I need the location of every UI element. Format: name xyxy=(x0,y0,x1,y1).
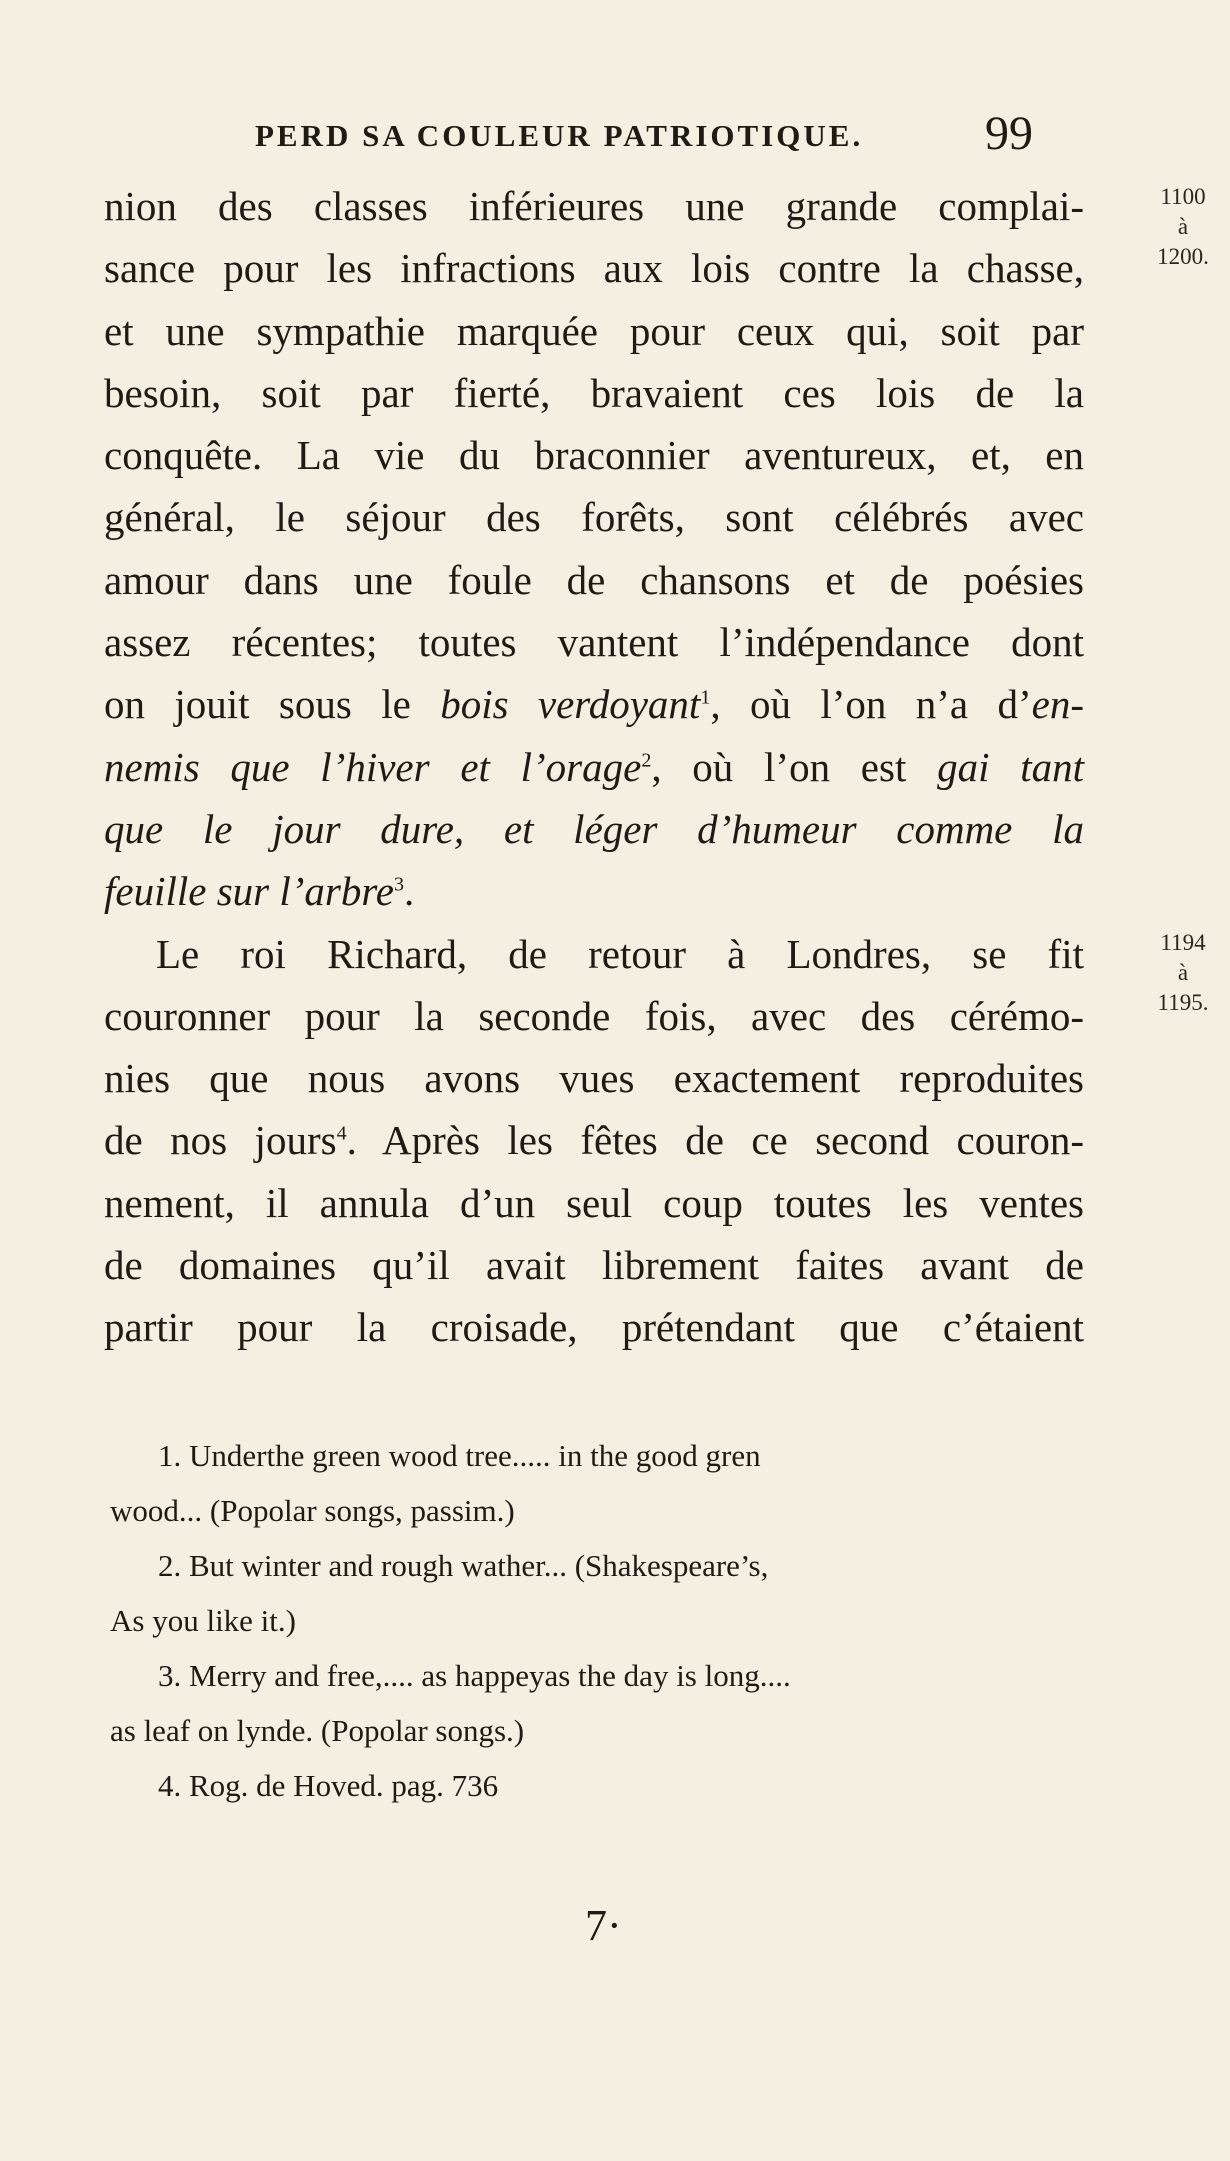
page-number: 99 xyxy=(985,107,1033,160)
text-line: partir pour la croisade, prétendant que c’étaient xyxy=(104,1304,1084,1351)
italic-quote: nemis que l’hiver et l’orage xyxy=(104,743,642,790)
margin-date-note xyxy=(1148,928,1218,1018)
text-run: on jouit sous le xyxy=(104,681,441,728)
text-run: de nos jours xyxy=(104,1117,337,1164)
footnote-line: 3. Merry and free,.... as happeyas the day is long.... xyxy=(158,1658,791,1693)
text-line: nies que nous avons vues exactement reproduites xyxy=(104,1055,1084,1102)
margin-date-end: 1200. xyxy=(1157,244,1209,269)
signature-mark: 7· xyxy=(585,1901,622,1950)
text-line: couronner pour la seconde fois, avec des cérémo- xyxy=(104,992,1084,1039)
italic-quote: feuille sur l’arbre xyxy=(104,868,395,915)
body-text xyxy=(104,175,1084,1359)
text-run: . Après les fêtes de ce second couron- xyxy=(346,1117,1085,1164)
margin-date-separator: à xyxy=(1177,214,1189,239)
text-line: et une sympathie marquée pour ceux qui, soit par xyxy=(104,307,1084,354)
text-line: que le jour dure, et léger d’humeur comme la xyxy=(104,805,1084,852)
note-ref: 3 xyxy=(394,873,405,896)
note-ref: 2 xyxy=(641,749,652,772)
footnote-line: 2. But winter and rough wather... (Shakespeare’s, xyxy=(158,1548,769,1583)
note-ref: 1 xyxy=(700,686,711,709)
page-header xyxy=(0,107,1230,170)
footnote-line: 1. Underthe green wood tree..... in the good gren xyxy=(158,1438,761,1473)
text-line xyxy=(104,736,1084,798)
text-line: Le roi Richard, de retour à Londres, se fit xyxy=(156,930,1084,977)
footnote-line: 4. Rog. de Hoved. pag. 736 xyxy=(158,1768,499,1803)
text-line: général, le séjour des forêts, sont célébrés avec xyxy=(104,494,1084,541)
footnote-line: As you like it.) xyxy=(110,1603,296,1638)
margin-date-note xyxy=(1148,182,1218,272)
italic-quote: bois verdoyant xyxy=(440,681,701,728)
text-run: , où l’on n’a d’ xyxy=(710,681,1032,728)
text-line xyxy=(104,1109,1084,1171)
note-ref: 4 xyxy=(336,1122,347,1145)
running-title: PERD SA COULEUR PATRIOTIQUE. xyxy=(255,118,864,153)
margin-date-start: 1100 xyxy=(1160,184,1206,209)
footnote-line: wood... (Popolar songs, passim.) xyxy=(110,1493,515,1528)
text-line: feuille sur l’arbre$^3$. xyxy=(104,868,415,915)
margin-date-start: 1194 xyxy=(1160,930,1206,955)
text-line: assez récentes; toutes vantent l’indépendance dont xyxy=(104,619,1084,666)
footnotes xyxy=(110,1430,1085,1815)
italic-quote: gai tant xyxy=(937,743,1084,790)
text-run: , où l’on est xyxy=(651,743,938,790)
margin-date-end: 1195. xyxy=(1157,990,1209,1015)
margin-date-separator: à xyxy=(1177,960,1189,985)
text-line: de domaines qu’il avait librement faites avant de xyxy=(104,1242,1084,1289)
footnote-line: as leaf on lynde. (Popolar songs.) xyxy=(110,1713,525,1748)
text-line: sance pour les infractions aux lois contre la chasse, xyxy=(104,245,1084,292)
text-line: amour dans une foule de chansons et de poésies xyxy=(104,556,1084,603)
text-line xyxy=(104,673,1084,735)
italic-quote: en- xyxy=(1031,681,1084,728)
text-line: nion des classes inférieures une grande complai- xyxy=(104,183,1084,229)
text-line: conquête. La vie du braconnier aventureux, et, en xyxy=(104,432,1084,479)
text-line: besoin, soit par fierté, bravaient ces lois de la xyxy=(104,369,1084,416)
text-line: nement, il annula d’un seul coup toutes les ventes xyxy=(104,1179,1084,1226)
